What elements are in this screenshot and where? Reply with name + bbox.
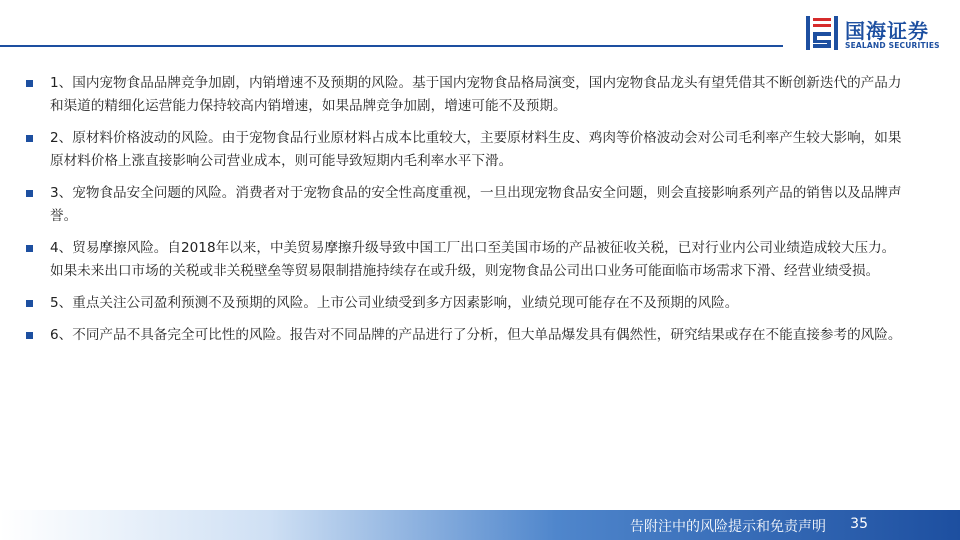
risk-text: 4、贸易摩擦风险。自2018年以来，中美贸易摩擦升级导致中国工厂出口至美国市场的产品被征收关税，已对行业内公司业绩造成较大压力。如果未来出口市场的关税或非关税壁垒等贸易限制措施持续存在或升级，则宠物食品公司出口业务可能面临市场需求下滑、经营业绩受损。 bbox=[50, 240, 896, 279]
risk-item bbox=[26, 237, 906, 283]
logo-chinese-name: 国海证券 bbox=[845, 19, 929, 43]
risk-item bbox=[26, 324, 906, 347]
square-bullet-icon bbox=[26, 190, 33, 197]
footer-bar bbox=[0, 510, 960, 540]
logo-english-name: SEALAND SECURITIES bbox=[845, 41, 940, 50]
risk-text: 1、国内宠物食品品牌竞争加剧，内销增速不及预期的风险。基于国内宠物食品格局演变，国内宠物食品龙头有望凭借其不断创新迭代的产品力和渠道的精细化运营能力保持较高内销增速，如果品牌竞争加剧，增速可能不及预期。 bbox=[50, 75, 902, 114]
square-bullet-icon bbox=[26, 300, 33, 307]
risk-text: 5、重点关注公司盈利预测不及预期的风险。上市公司业绩受到多方因素影响，业绩兑现可能存在不及预期的风险。 bbox=[50, 295, 739, 311]
risk-list bbox=[26, 72, 906, 356]
header-rule bbox=[0, 45, 783, 47]
risk-text: 3、宠物食品安全问题的风险。消费者对于宠物食品的安全性高度重视，一旦出现宠物食品安全问题，则会直接影响系列产品的销售以及品牌声誉。 bbox=[50, 185, 902, 224]
risk-text: 6、不同产品不具备完全可比性的风险。报告对不同品牌的产品进行了分析，但大单品爆发具有偶然性，研究结果或存在不能直接参考的风险。 bbox=[50, 327, 902, 343]
risk-item bbox=[26, 182, 906, 228]
page-number: 35 bbox=[850, 516, 868, 532]
risk-item bbox=[26, 72, 906, 118]
footer-disclaimer: 告附注中的风险提示和免责声明 bbox=[630, 519, 826, 535]
risk-text: 2、原材料价格波动的风险。由于宠物食品行业原材料占成本比重较大，主要原材料生皮、鸡肉等价格波动会对公司毛利率产生较大影响，如果原材料价格上涨直接影响公司营业成本，则可能导致短期内毛利率水平下滑。 bbox=[50, 130, 902, 169]
risk-item bbox=[26, 127, 906, 173]
square-bullet-icon bbox=[26, 135, 33, 142]
risk-item bbox=[26, 292, 906, 315]
square-bullet-icon bbox=[26, 80, 33, 87]
square-bullet-icon bbox=[26, 332, 33, 339]
square-bullet-icon bbox=[26, 245, 33, 252]
company-logo bbox=[805, 14, 945, 54]
sealand-logo-icon bbox=[805, 14, 839, 52]
